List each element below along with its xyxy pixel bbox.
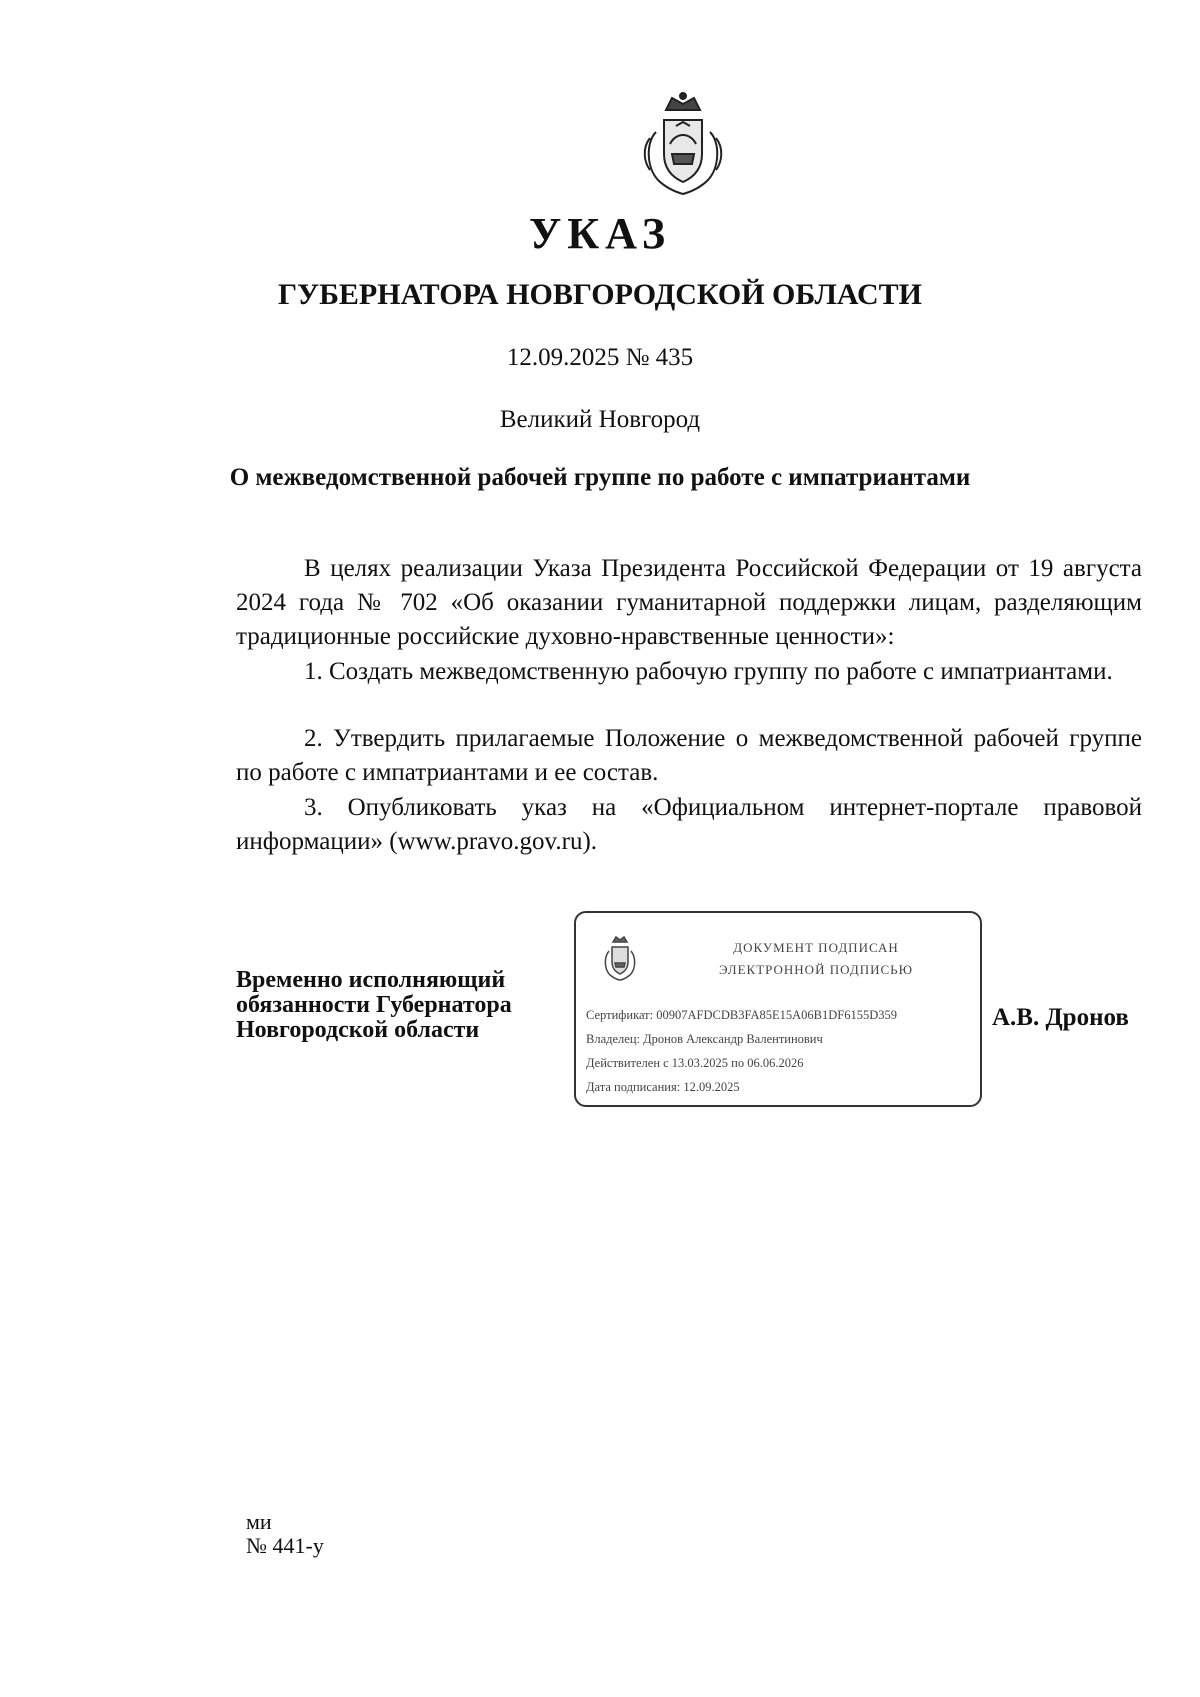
- signer-position-line-3: Новгородской области: [236, 1017, 480, 1043]
- item-1-text: 1. Создать межведомственную рабочую группу по работе с импатриантами.: [304, 658, 1113, 685]
- signer-position-line-2: обязанности Губернатора: [236, 992, 512, 1018]
- coat-of-arms-icon: [636, 92, 730, 200]
- item-3-paragraph: [236, 791, 1142, 859]
- city: Великий Новгород: [499, 406, 701, 433]
- document-type-title: УКАЗ: [528, 209, 672, 258]
- electronic-signature-stamp: [574, 911, 982, 1107]
- stamp-coat-of-arms-icon: [600, 935, 640, 981]
- date-number: 12.09.2025 № 435: [506, 344, 694, 371]
- stamp-heading-line-2: ЭЛЕКТРОННОЙ ПОДПИСЬЮ: [719, 962, 913, 977]
- registration-number: № 441-у: [246, 1533, 324, 1558]
- executor-initials: ми: [246, 1509, 272, 1534]
- signer-name: А.В. Дронов: [992, 1004, 1129, 1031]
- signer-position-line-1: Временно исполняющий: [236, 967, 506, 993]
- stamp-heading: [696, 937, 936, 981]
- stamp-heading-line-1: ДОКУМЕНТ ПОДПИСАН: [733, 940, 899, 955]
- stamp-owner: Владелец: Дронов Александр Валентинович: [586, 1032, 823, 1046]
- stamp-certificate: Сертификат: 00907AFDCDB3FA85E15A06B1DF6155D359: [586, 1008, 897, 1022]
- item-1-paragraph: [236, 655, 1142, 689]
- item-2-text: 2. Утвердить прилагаемые Положение о межведомственной рабочей группе по работе с импатриантами и ее состав.: [236, 725, 1142, 786]
- stamp-signed-date: Дата подписания: 12.09.2025: [586, 1080, 740, 1094]
- footer-registration: [246, 1510, 324, 1558]
- preamble-text: В целях реализации Указа Президента Российской Федерации от 19 августа 2024 года № 702 «Об оказании гуманитарной поддержки лицам, разделяющим традиционные российские духовно-нравственные ценности»:: [236, 555, 1142, 650]
- document-subject: О межведомственной рабочей группе по работе с импатриантами: [229, 464, 971, 491]
- preamble-paragraph: [236, 552, 1142, 654]
- item-2-paragraph: [236, 722, 1142, 790]
- issuer-title: ГУБЕРНАТОРА НОВГОРОДСКОЙ ОБЛАСТИ: [277, 278, 923, 311]
- stamp-validity: Действителен с 13.03.2025 по 06.06.2026: [586, 1056, 804, 1070]
- item-3-text: 3. Опубликовать указ на «Официальном интернет-портале правовой информации» (www.pravo.gov.ru).: [236, 794, 1142, 855]
- signer-position: [236, 968, 596, 1043]
